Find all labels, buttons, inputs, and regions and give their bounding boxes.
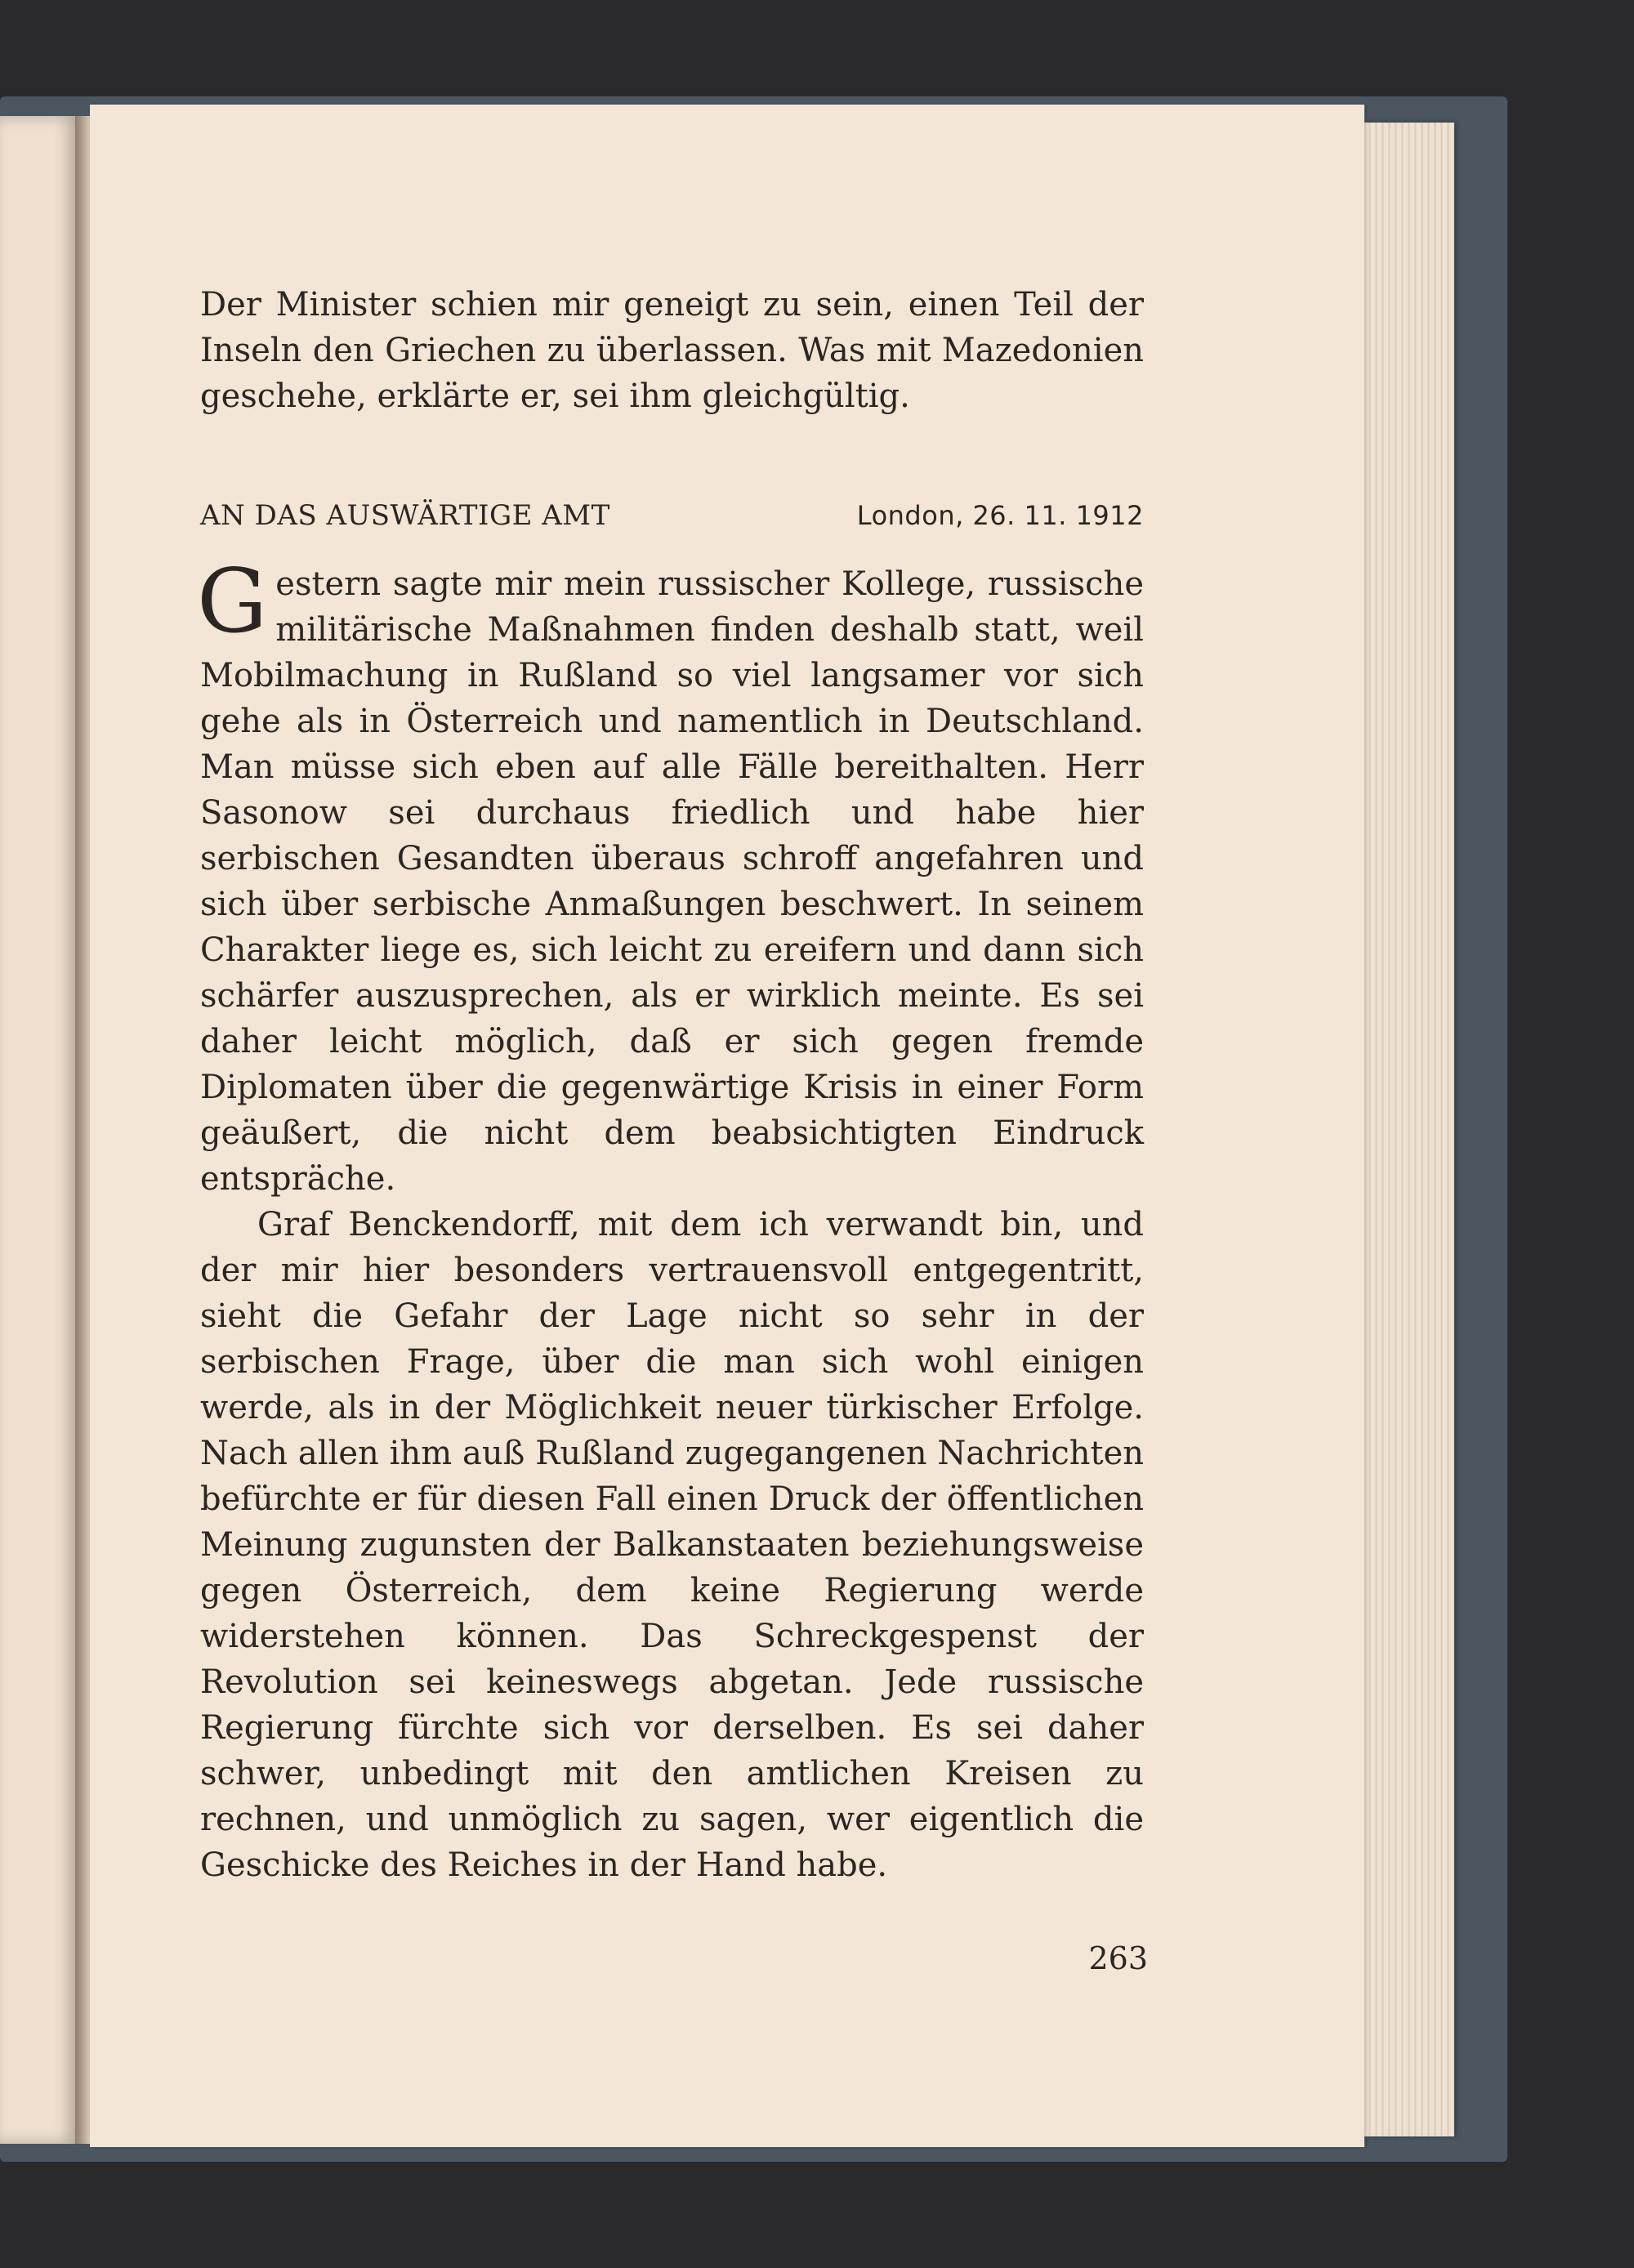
page-edges [1364,123,1454,2136]
drop-cap: G [197,551,268,653]
book-gutter [75,116,90,2144]
letter-paragraph-1-text: estern sagte mir mein russischer Kollege, russische militärische Maßnahmen finden deshalb statt, weil Mobilmachung in Rußland so viel langsamer vor sich gehe als in Österreich und namentlich in Deutschland. Man müsse sich eben auf alle Fälle bereithalten. Herr Sasonow sei durchaus friedlich und habe hier serbischen Gesandten überaus schroff angefahren und sich über serbische Anmaßungen beschwert. In seinem Charakter liege es, sich leicht zu ereifern und dann sich schärfer auszusprechen, als er wirklich meinte. Es sei daher leicht möglich, daß er sich gegen fremde Diplomaten über die gegenwärtige Krisis in einer Form geäußert, die nicht dem beabsichtigten Eindruck entspräche. [200,565,1144,1198]
recipient-heading: AN DAS AUSWÄRTIGE AMT [200,499,610,532]
left-page [0,116,75,2144]
place-date: London, 26. 11. 1912 [856,500,1144,531]
intro-paragraph: Der Minister schien mir geneigt zu sein, einen Teil der Inseln den Griechen zu überlassen. Was mit Mazedonien geschehe, erklärte er, sei ihm gleichgültig. [200,286,1144,415]
letter-paragraph-2: Graf Benckendorff, mit dem ich verwandt bin, und der mir hier besonders vertrauensvoll entgegentritt, sieht die Gefahr der Lage nicht so sehr in der serbischen Frage, über die man sich wohl einigen werde, als in der Möglichkeit neuer türkischer Erfolge. Nach allen ihm auß Rußland zugegangenen Nachrichten befürchte er für diesen Fall einen Druck der öffentlichen Meinung zugunsten der Balkanstaaten beziehungsweise gegen Österreich, dem keine Regierung werde widerstehen können. Das Schreckgespenst der Revolution sei keineswegs abgetan. Jede russische Regierung fürchte sich vor derselben. Es sei daher schwer, unbedingt mit den amtlichen Kreisen zu rechnen, und unmöglich zu sagen, wer eigentlich die Geschicke des Reiches in der Hand habe. [200,1206,1144,1884]
letter-heading [200,493,1144,538]
page-text [197,282,1144,1888]
page-number: 263 [1088,1940,1148,1976]
letter-paragraph-1 [197,551,1144,1202]
